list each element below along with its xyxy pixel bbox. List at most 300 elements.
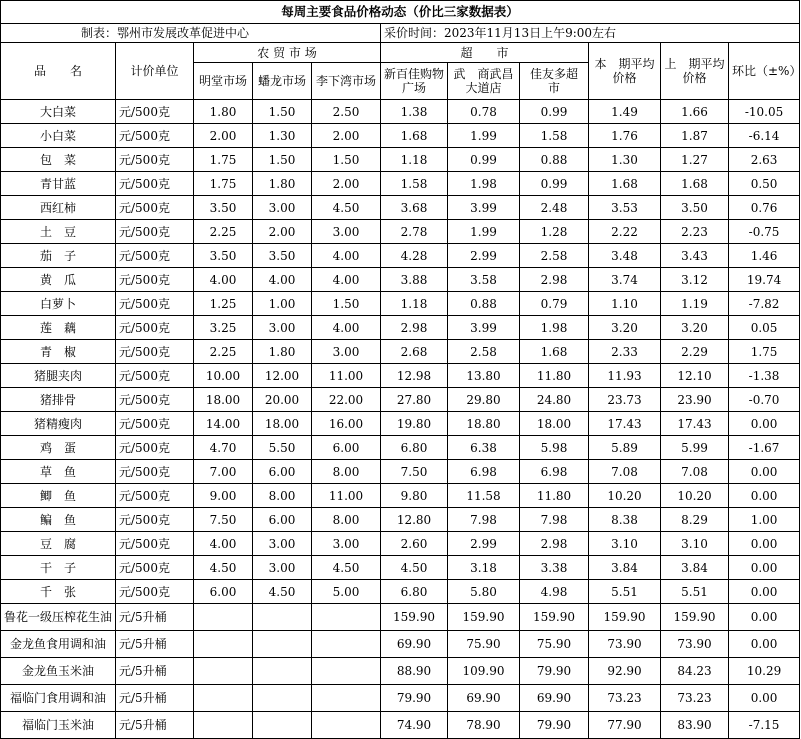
price-xinbaijia: 12.80: [381, 508, 448, 532]
price-jiayouduo: 0.99: [520, 100, 589, 124]
price-wushang: 1.99: [448, 220, 520, 244]
previous-average: 3.43: [661, 244, 729, 268]
item-unit: 元/500克: [116, 100, 194, 124]
price-wushang: 5.80: [448, 580, 520, 604]
item-name: 黄 瓜: [1, 268, 116, 292]
item-unit: 元/500克: [116, 196, 194, 220]
price-lixiawan: 4.00: [312, 244, 381, 268]
change-percent: 0.00: [729, 532, 800, 556]
item-unit: 元/500克: [116, 556, 194, 580]
change-percent: -1.38: [729, 364, 800, 388]
current-average: 23.73: [589, 388, 661, 412]
change-percent: 0.00: [729, 556, 800, 580]
current-average: 2.22: [589, 220, 661, 244]
current-average: 2.33: [589, 340, 661, 364]
price-lixiawan: 1.50: [312, 148, 381, 172]
price-xinbaijia: 12.98: [381, 364, 448, 388]
price-jiayouduo: 3.38: [520, 556, 589, 580]
previous-average: 17.43: [661, 412, 729, 436]
price-jiayouduo: 2.58: [520, 244, 589, 268]
price-lixiawan: 8.00: [312, 460, 381, 484]
change-percent: 0.00: [729, 460, 800, 484]
table-row: [1, 484, 800, 508]
price-mingtang: 4.70: [194, 436, 253, 460]
price-xinbaijia: 79.90: [381, 685, 448, 712]
change-percent: -7.15: [729, 712, 800, 739]
item-name: 小白菜: [1, 124, 116, 148]
price-lixiawan: 6.00: [312, 436, 381, 460]
price-lixiawan: 5.00: [312, 580, 381, 604]
price-mingtang: [194, 604, 253, 631]
price-xinbaijia: 74.90: [381, 712, 448, 739]
price-lixiawan: 3.00: [312, 340, 381, 364]
current-average: 1.49: [589, 100, 661, 124]
previous-average: 1.66: [661, 100, 729, 124]
price-lixiawan: 11.00: [312, 364, 381, 388]
change-percent: -1.67: [729, 436, 800, 460]
item-unit: 元/5升桶: [116, 658, 194, 685]
current-average: 1.30: [589, 148, 661, 172]
header-super-group: 超 市: [381, 43, 589, 63]
item-name: 干 子: [1, 556, 116, 580]
change-percent: 0.00: [729, 631, 800, 658]
current-average: 1.68: [589, 172, 661, 196]
price-panlong: 3.00: [253, 532, 312, 556]
price-lixiawan: 2.00: [312, 172, 381, 196]
price-wushang: 7.98: [448, 508, 520, 532]
change-percent: 0.50: [729, 172, 800, 196]
price-lixiawan: 16.00: [312, 412, 381, 436]
price-panlong: [253, 712, 312, 739]
price-panlong: 2.00: [253, 220, 312, 244]
price-lixiawan: [312, 658, 381, 685]
price-mingtang: 6.00: [194, 580, 253, 604]
header-super-xinbaijia: 新百佳购物广场: [381, 63, 448, 100]
price-jiayouduo: 2.48: [520, 196, 589, 220]
price-mingtang: 10.00: [194, 364, 253, 388]
price-jiayouduo: 4.98: [520, 580, 589, 604]
price-lixiawan: 2.50: [312, 100, 381, 124]
change-percent: 0.76: [729, 196, 800, 220]
price-xinbaijia: 7.50: [381, 460, 448, 484]
item-unit: 元/500克: [116, 484, 194, 508]
price-xinbaijia: 1.68: [381, 124, 448, 148]
price-lixiawan: 4.50: [312, 556, 381, 580]
price-mingtang: [194, 658, 253, 685]
item-name: 猪排骨: [1, 388, 116, 412]
previous-average: 73.90: [661, 631, 729, 658]
table-row: [1, 580, 800, 604]
price-panlong: 1.50: [253, 148, 312, 172]
price-panlong: 3.00: [253, 196, 312, 220]
price-panlong: 4.00: [253, 268, 312, 292]
price-panlong: 12.00: [253, 364, 312, 388]
price-wushang: 18.80: [448, 412, 520, 436]
change-percent: -7.82: [729, 292, 800, 316]
price-wushang: 0.99: [448, 148, 520, 172]
price-panlong: [253, 631, 312, 658]
item-name: 鲁花一级压榨花生油: [1, 604, 116, 631]
table-row: [1, 685, 800, 712]
price-lixiawan: 3.00: [312, 532, 381, 556]
item-name: 千 张: [1, 580, 116, 604]
current-average: 77.90: [589, 712, 661, 739]
item-name: 土 豆: [1, 220, 116, 244]
price-wushang: 1.98: [448, 172, 520, 196]
previous-average: 7.08: [661, 460, 729, 484]
header-change: 环比（±%）: [729, 43, 800, 100]
table-row: [1, 340, 800, 364]
price-lixiawan: 22.00: [312, 388, 381, 412]
header-super-jiayouduo: 佳友多超 市: [520, 63, 589, 100]
item-name: 鲫 鱼: [1, 484, 116, 508]
price-xinbaijia: 1.18: [381, 148, 448, 172]
item-name: 福临门食用调和油: [1, 685, 116, 712]
change-percent: -10.05: [729, 100, 800, 124]
price-wushang: 13.80: [448, 364, 520, 388]
change-percent: 19.74: [729, 268, 800, 292]
price-jiayouduo: 11.80: [520, 484, 589, 508]
table-row: [1, 124, 800, 148]
current-average: 1.10: [589, 292, 661, 316]
header-market-mingtang: 明堂市场: [194, 63, 253, 100]
price-mingtang: 4.00: [194, 532, 253, 556]
compiler-label: 制表：鄂州市发展改革促进中心: [1, 24, 381, 43]
item-unit: 元/500克: [116, 292, 194, 316]
price-lixiawan: 2.00: [312, 124, 381, 148]
change-percent: 0.00: [729, 604, 800, 631]
price-xinbaijia: 2.68: [381, 340, 448, 364]
price-jiayouduo: 0.88: [520, 148, 589, 172]
table-row: [1, 388, 800, 412]
table-row: [1, 292, 800, 316]
current-average: 3.84: [589, 556, 661, 580]
price-panlong: 1.30: [253, 124, 312, 148]
price-panlong: 5.50: [253, 436, 312, 460]
change-percent: 0.00: [729, 685, 800, 712]
change-percent: 0.00: [729, 412, 800, 436]
price-mingtang: 18.00: [194, 388, 253, 412]
price-jiayouduo: 2.98: [520, 532, 589, 556]
price-mingtang: 1.75: [194, 172, 253, 196]
item-unit: 元/5升桶: [116, 712, 194, 739]
previous-average: 73.23: [661, 685, 729, 712]
previous-average: 12.10: [661, 364, 729, 388]
header-market-lixiawan: 李下湾市场: [312, 63, 381, 100]
price-xinbaijia: 9.80: [381, 484, 448, 508]
price-jiayouduo: 1.98: [520, 316, 589, 340]
change-percent: 1.75: [729, 340, 800, 364]
item-unit: 元/500克: [116, 460, 194, 484]
price-lixiawan: [312, 685, 381, 712]
item-name: 包 菜: [1, 148, 116, 172]
price-lixiawan: 11.00: [312, 484, 381, 508]
price-wushang: 2.99: [448, 532, 520, 556]
price-wushang: 78.90: [448, 712, 520, 739]
price-panlong: 3.00: [253, 316, 312, 340]
price-mingtang: 2.25: [194, 220, 253, 244]
table-row: [1, 268, 800, 292]
item-unit: 元/5升桶: [116, 685, 194, 712]
price-mingtang: 1.80: [194, 100, 253, 124]
price-jiayouduo: 2.98: [520, 268, 589, 292]
previous-average: 83.90: [661, 712, 729, 739]
current-average: 92.90: [589, 658, 661, 685]
current-average: 5.51: [589, 580, 661, 604]
item-name: 金龙鱼食用调和油: [1, 631, 116, 658]
price-panlong: 4.50: [253, 580, 312, 604]
price-mingtang: 3.50: [194, 244, 253, 268]
table-row: [1, 316, 800, 340]
table-row: [1, 556, 800, 580]
header-market-group: 农 贸 市 场: [194, 43, 381, 63]
item-unit: 元/500克: [116, 532, 194, 556]
price-mingtang: 14.00: [194, 412, 253, 436]
collect-time-label: 采价时间：2023年11月13日上午9:00左右: [381, 24, 800, 43]
price-xinbaijia: 2.98: [381, 316, 448, 340]
price-xinbaijia: 6.80: [381, 580, 448, 604]
previous-average: 3.20: [661, 316, 729, 340]
price-jiayouduo: 75.90: [520, 631, 589, 658]
price-mingtang: 9.00: [194, 484, 253, 508]
item-unit: 元/5升桶: [116, 631, 194, 658]
price-jiayouduo: 18.00: [520, 412, 589, 436]
change-percent: 1.46: [729, 244, 800, 268]
price-wushang: 69.90: [448, 685, 520, 712]
item-unit: 元/500克: [116, 412, 194, 436]
price-panlong: 8.00: [253, 484, 312, 508]
header-current-avg: 本 期平均价格: [589, 43, 661, 100]
table-row: [1, 244, 800, 268]
current-average: 73.90: [589, 631, 661, 658]
current-average: 10.20: [589, 484, 661, 508]
price-lixiawan: [312, 712, 381, 739]
price-panlong: 1.50: [253, 100, 312, 124]
item-name: 大白菜: [1, 100, 116, 124]
price-xinbaijia: 88.90: [381, 658, 448, 685]
current-average: 3.10: [589, 532, 661, 556]
item-name: 鸡 蛋: [1, 436, 116, 460]
price-lixiawan: 8.00: [312, 508, 381, 532]
price-xinbaijia: 6.80: [381, 436, 448, 460]
previous-average: 1.68: [661, 172, 729, 196]
price-xinbaijia: 4.50: [381, 556, 448, 580]
price-mingtang: 1.25: [194, 292, 253, 316]
price-panlong: [253, 658, 312, 685]
previous-average: 8.29: [661, 508, 729, 532]
previous-average: 10.20: [661, 484, 729, 508]
item-unit: 元/500克: [116, 124, 194, 148]
table-row: [1, 196, 800, 220]
change-percent: 0.00: [729, 484, 800, 508]
item-name: 青 椒: [1, 340, 116, 364]
table-row: [1, 532, 800, 556]
price-panlong: 3.00: [253, 556, 312, 580]
table-row: [1, 172, 800, 196]
price-xinbaijia: 1.58: [381, 172, 448, 196]
item-unit: 元/500克: [116, 580, 194, 604]
table-title: 每周主要食品价格动态（价比三家数据表）: [1, 1, 800, 24]
price-lixiawan: 4.00: [312, 268, 381, 292]
item-name: 猪腿夹肉: [1, 364, 116, 388]
price-jiayouduo: 24.80: [520, 388, 589, 412]
current-average: 3.53: [589, 196, 661, 220]
price-lixiawan: 4.00: [312, 316, 381, 340]
price-jiayouduo: 69.90: [520, 685, 589, 712]
current-average: 3.48: [589, 244, 661, 268]
change-percent: 2.63: [729, 148, 800, 172]
price-xinbaijia: 1.18: [381, 292, 448, 316]
price-panlong: 3.50: [253, 244, 312, 268]
current-average: 5.89: [589, 436, 661, 460]
price-panlong: 1.00: [253, 292, 312, 316]
table-row: [1, 631, 800, 658]
item-unit: 元/500克: [116, 220, 194, 244]
item-unit: 元/500克: [116, 148, 194, 172]
previous-average: 1.19: [661, 292, 729, 316]
current-average: 73.23: [589, 685, 661, 712]
price-jiayouduo: 11.80: [520, 364, 589, 388]
price-wushang: 2.58: [448, 340, 520, 364]
price-jiayouduo: 79.90: [520, 658, 589, 685]
change-percent: -0.75: [729, 220, 800, 244]
change-percent: -0.70: [729, 388, 800, 412]
price-jiayouduo: 1.28: [520, 220, 589, 244]
previous-average: 159.90: [661, 604, 729, 631]
price-xinbaijia: 19.80: [381, 412, 448, 436]
previous-average: 3.50: [661, 196, 729, 220]
previous-average: 1.87: [661, 124, 729, 148]
current-average: 1.76: [589, 124, 661, 148]
previous-average: 23.90: [661, 388, 729, 412]
price-panlong: 1.80: [253, 340, 312, 364]
price-mingtang: 3.25: [194, 316, 253, 340]
item-unit: 元/500克: [116, 172, 194, 196]
price-mingtang: 2.25: [194, 340, 253, 364]
price-mingtang: [194, 685, 253, 712]
price-wushang: 6.38: [448, 436, 520, 460]
item-unit: 元/500克: [116, 244, 194, 268]
previous-average: 84.23: [661, 658, 729, 685]
item-name: 福临门玉米油: [1, 712, 116, 739]
price-wushang: 2.99: [448, 244, 520, 268]
current-average: 159.90: [589, 604, 661, 631]
price-jiayouduo: 1.68: [520, 340, 589, 364]
price-jiayouduo: 6.98: [520, 460, 589, 484]
price-mingtang: 4.50: [194, 556, 253, 580]
item-name: 猪精瘦肉: [1, 412, 116, 436]
price-xinbaijia: 159.90: [381, 604, 448, 631]
table-row: [1, 436, 800, 460]
change-percent: 0.05: [729, 316, 800, 340]
table-row: [1, 364, 800, 388]
price-wushang: 3.58: [448, 268, 520, 292]
price-lixiawan: 4.50: [312, 196, 381, 220]
current-average: 3.74: [589, 268, 661, 292]
current-average: 7.08: [589, 460, 661, 484]
price-mingtang: [194, 712, 253, 739]
change-percent: 10.29: [729, 658, 800, 685]
price-wushang: 0.78: [448, 100, 520, 124]
item-name: 鳊 鱼: [1, 508, 116, 532]
header-super-wushang: 武 商武昌大道店: [448, 63, 520, 100]
header-market-panlong: 蟠龙市场: [253, 63, 312, 100]
header-prev-avg: 上 期平均价格: [661, 43, 729, 100]
table-row: [1, 508, 800, 532]
price-mingtang: 4.00: [194, 268, 253, 292]
price-wushang: 159.90: [448, 604, 520, 631]
item-unit: 元/500克: [116, 388, 194, 412]
price-wushang: 11.58: [448, 484, 520, 508]
price-panlong: 6.00: [253, 508, 312, 532]
price-wushang: 75.90: [448, 631, 520, 658]
table-row: [1, 100, 800, 124]
price-panlong: 18.00: [253, 412, 312, 436]
price-mingtang: 1.75: [194, 148, 253, 172]
price-panlong: [253, 685, 312, 712]
item-unit: 元/500克: [116, 268, 194, 292]
price-mingtang: 7.50: [194, 508, 253, 532]
current-average: 8.38: [589, 508, 661, 532]
previous-average: 5.99: [661, 436, 729, 460]
item-name: 白萝卜: [1, 292, 116, 316]
price-xinbaijia: 2.60: [381, 532, 448, 556]
table-row: [1, 412, 800, 436]
price-xinbaijia: 3.68: [381, 196, 448, 220]
price-jiayouduo: 159.90: [520, 604, 589, 631]
table-row: [1, 712, 800, 739]
price-xinbaijia: 2.78: [381, 220, 448, 244]
previous-average: 5.51: [661, 580, 729, 604]
item-unit: 元/500克: [116, 316, 194, 340]
item-name: 青甘蓝: [1, 172, 116, 196]
current-average: 3.20: [589, 316, 661, 340]
price-wushang: 1.99: [448, 124, 520, 148]
price-jiayouduo: 0.79: [520, 292, 589, 316]
price-xinbaijia: 3.88: [381, 268, 448, 292]
item-unit: 元/500克: [116, 508, 194, 532]
price-mingtang: 7.00: [194, 460, 253, 484]
change-percent: -6.14: [729, 124, 800, 148]
previous-average: 3.10: [661, 532, 729, 556]
price-xinbaijia: 4.28: [381, 244, 448, 268]
item-name: 莲 藕: [1, 316, 116, 340]
item-unit: 元/5升桶: [116, 604, 194, 631]
item-unit: 元/500克: [116, 340, 194, 364]
table-row: [1, 460, 800, 484]
item-unit: 元/500克: [116, 364, 194, 388]
previous-average: 3.84: [661, 556, 729, 580]
price-wushang: 6.98: [448, 460, 520, 484]
table-row: [1, 604, 800, 631]
item-name: 豆 腐: [1, 532, 116, 556]
price-jiayouduo: 7.98: [520, 508, 589, 532]
header-name: 品 名: [1, 43, 116, 100]
previous-average: 1.27: [661, 148, 729, 172]
price-wushang: 109.90: [448, 658, 520, 685]
price-mingtang: 3.50: [194, 196, 253, 220]
price-xinbaijia: 1.38: [381, 100, 448, 124]
price-lixiawan: [312, 604, 381, 631]
item-name: 西红柿: [1, 196, 116, 220]
price-lixiawan: 3.00: [312, 220, 381, 244]
price-xinbaijia: 27.80: [381, 388, 448, 412]
price-wushang: 29.80: [448, 388, 520, 412]
price-mingtang: 2.00: [194, 124, 253, 148]
price-panlong: 20.00: [253, 388, 312, 412]
price-xinbaijia: 69.90: [381, 631, 448, 658]
price-wushang: 3.99: [448, 316, 520, 340]
